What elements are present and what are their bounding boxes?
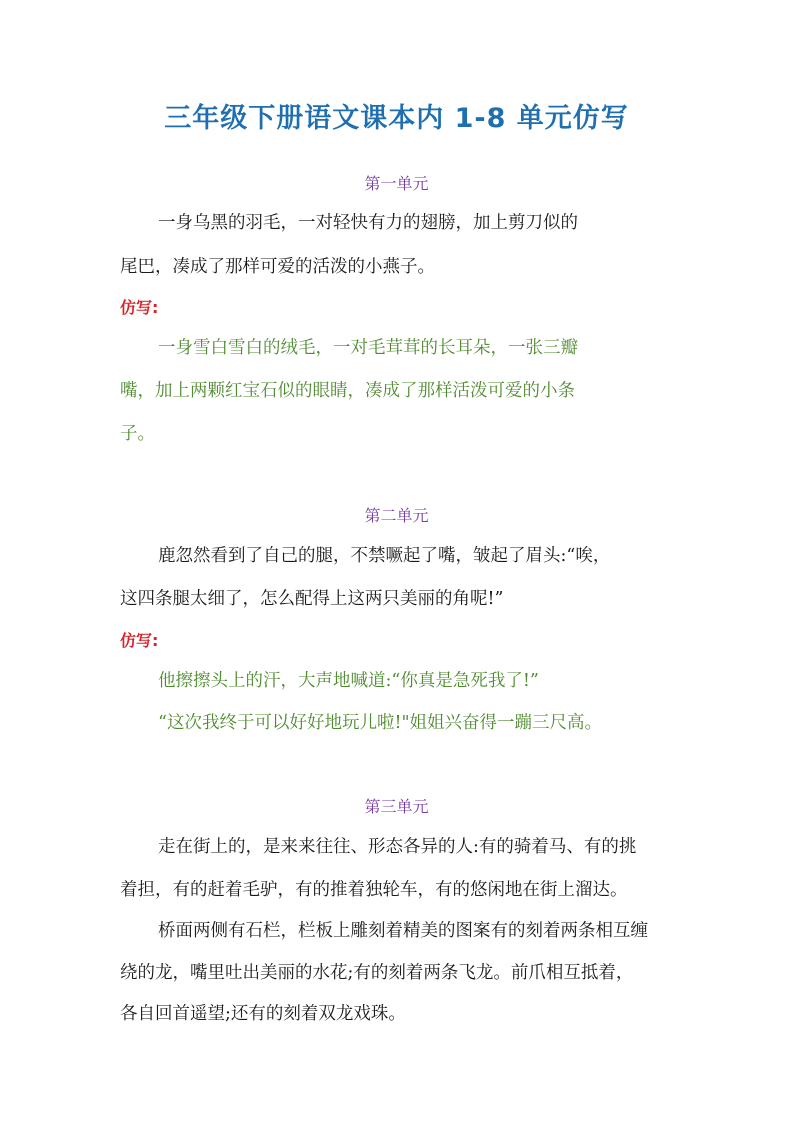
unit-2-original-line-1: 鹿忽然看到了自己的腿，不禁噘起了嘴，皱起了眉头:“唉， (158, 546, 611, 566)
unit-1-original-line-2: 尾巴，凑成了那样可爱的活泼的小燕子。 (120, 257, 435, 277)
unit-1-original-line-1: 一身乌黑的羽毛，一对轻快有力的翅膀，加上剪刀似的 (158, 213, 578, 233)
unit-1-imitation-line-3: 子。 (120, 424, 155, 444)
unit-1-heading: 第一单元 (364, 174, 429, 193)
unit-1-imitation-line-2: 嘴，加上两颗红宝石似的眼睛，凑成了那样活泼可爱的小条 (120, 381, 575, 401)
unit-2-imitation-line-1: 他擦擦头上的汗，大声地喊道:“你真是急死我了!” (158, 671, 539, 691)
unit-3-original-line-1: 走在街上的，是来来往往、形态各异的人:有的骑着马、有的挑 (158, 837, 637, 857)
unit-2-imitation-line-2: “这次我终于可以好好地玩儿啦!"姐姐兴奋得一蹦三尺高。 (158, 713, 603, 733)
unit-3-original-line-4: 绕的龙，嘴里吐出美丽的水花;有的刻着两条飞龙。前爪相互抵着， (120, 963, 634, 983)
unit-1-imitation-line-1: 一身雪白雪白的绒毛，一对毛茸茸的长耳朵，一张三瓣 (158, 338, 578, 358)
unit-3-heading: 第三单元 (364, 797, 429, 816)
unit-3-original-line-3: 桥面两侧有石栏，栏板上雕刻着精美的图案有的刻着两条相互缠 (158, 921, 648, 941)
page-title: 三年级下册语文课本内 1-8 单元仿写 (164, 103, 629, 134)
unit-3-original-line-2: 着担，有的赶着毛驴，有的推着独轮车，有的悠闲地在街上溜达。 (120, 880, 628, 900)
unit-2-imitation-label: 仿写: (120, 631, 159, 650)
unit-2-heading: 第二单元 (364, 506, 429, 525)
unit-1-imitation-label: 仿写: (120, 298, 159, 317)
unit-3-original-line-5: 各自回首遥望;还有的刻着双龙戏珠。 (120, 1004, 406, 1024)
unit-2-original-line-2: 这四条腿太细了，怎么配得上这两只美丽的角呢!” (120, 589, 504, 609)
